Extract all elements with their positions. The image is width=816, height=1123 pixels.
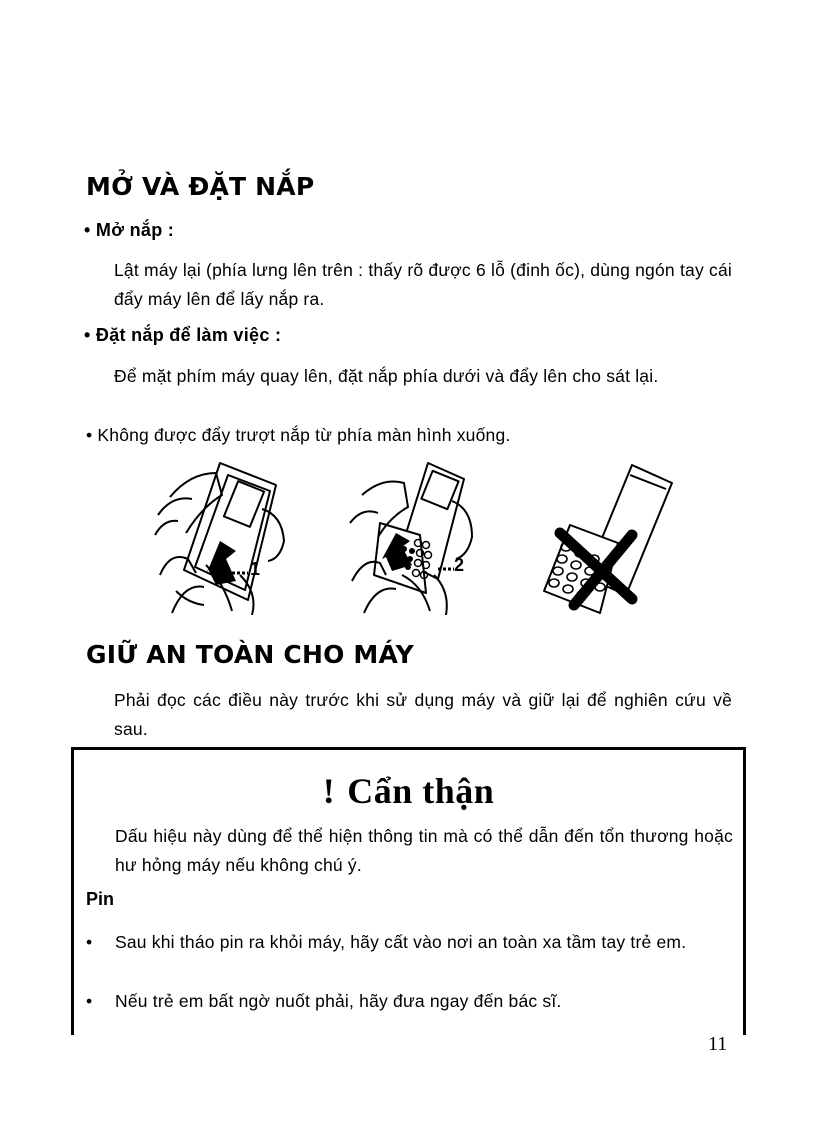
figure-step-2 (342, 455, 492, 615)
bullet-icon: • (86, 932, 93, 952)
caution-title-text: Cẩn thận (347, 771, 495, 811)
warning-line: • Không được đẩy trượt nắp từ phía màn hình xuống. (86, 425, 511, 445)
page-number: 11 (708, 1033, 728, 1055)
step-number-2: 2 (454, 555, 465, 575)
figure-step-1 (150, 455, 300, 615)
hand-slide-cover-illustration (150, 455, 300, 615)
list-item (86, 928, 735, 957)
exclamation-icon: ! (322, 771, 336, 811)
caution-title (74, 770, 743, 812)
section-title-safety: GIỮ AN TOÀN CHO MÁY (86, 640, 414, 669)
bullet-icon: • (86, 991, 93, 1011)
caution-description: Dấu hiệu này dùng để thể hiện thông tin mà có thể dẫn đến tổn thương hoặc hư hỏng máy nếu không chú ý. (115, 826, 733, 875)
paragraph-open-cover: Lật máy lại (phía lưng lên trên : thấy rõ được 6 lỗ (đinh ốc), dùng ngón tay cái đẩy máy lên để lấy nắp ra. (114, 260, 732, 309)
subheading-open-cover: • Mở nắp : (84, 220, 175, 240)
list-item-text: Nếu trẻ em bất ngờ nuốt phải, hãy đưa ngay đến bác sĩ. (115, 991, 562, 1011)
battery-heading: Pin (86, 889, 115, 909)
list-item-text: Sau khi tháo pin ra khỏi máy, hãy cất vào nơi an toàn xa tầm tay trẻ em. (115, 932, 687, 952)
step-number-1: 1 (250, 559, 261, 579)
list-item (86, 987, 735, 1016)
subheading-place-cover: • Đặt nắp để làm việc : (84, 325, 282, 345)
paragraph-safety: Phải đọc các điều này trước khi sử dụng máy và giữ lại để nghiên cứu về sau. (114, 690, 732, 739)
crossed-out-calculator-illustration (530, 455, 680, 615)
figure-wrong-direction (530, 455, 680, 615)
caution-box (71, 747, 746, 1035)
paragraph-place-cover: Để mặt phím máy quay lên, đặt nắp phía dưới và đẩy lên cho sát lại. (114, 366, 659, 386)
hand-attach-cover-illustration (342, 455, 492, 615)
section-title-open-cover: MỞ VÀ ĐẶT NẮP (86, 172, 315, 201)
